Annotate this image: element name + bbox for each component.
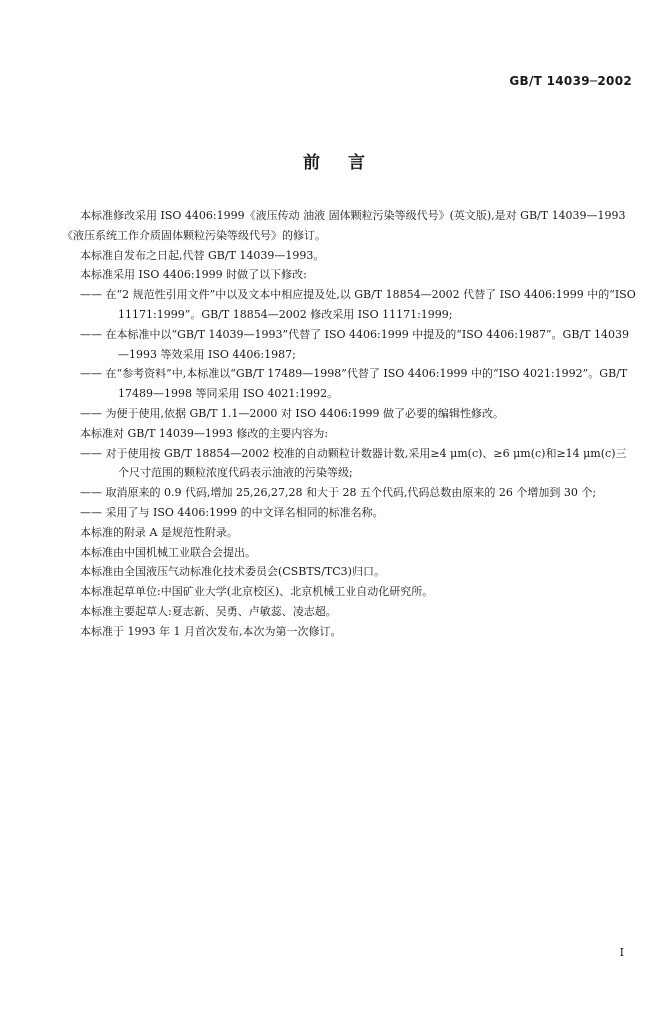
- list-item-normative-references: —— 在“2 规范性引用文件”中以及文本中相应提及处,以 GB/T 18854—2002 代替了 ISO 4406:1999 中的“ISO 11171:1999”。GB/T 18854—2002 修改采用 ISO 11171:1999;: [80, 288, 636, 321]
- page-title: 前言: [303, 153, 393, 173]
- paragraph-replaces: 本标准自发布之日起,代替 GB/T 14039—1993。: [80, 248, 325, 262]
- standard-code: GB/T 14039─2002: [509, 74, 632, 88]
- list-item-editorial: —— 为便于使用,依据 GB/T 1.1—2000 对 ISO 4406:1999 做了必要的编辑性修改。: [80, 406, 504, 420]
- list-item-standard-name: —— 采用了与 ISO 4406:1999 的中文译名相同的标准名称。: [80, 505, 384, 519]
- paragraph-history: 本标准于 1993 年 1 月首次发布,本次为第一次修订。: [80, 624, 342, 638]
- list-item-replaced-iso-4406-1987: —— 在本标准中以“GB/T 14039—1993”代替了 ISO 4406:1999 中提及的“ISO 4406:1987”。GB/T 14039—1993 等效采用 ISO 4406:1987;: [80, 327, 629, 361]
- paragraph-annex: 本标准的附录 A 是规范性附录。: [80, 525, 238, 539]
- list-item-particle-counter: —— 对于使用按 GB/T 18854—2002 校准的自动颗粒计数器计数,采用≥4 μm(c)、≥6 μm(c)和≥14 μm(c)三个尺寸范围的颗粒浓度代码表示油液的污染等级;: [80, 446, 627, 480]
- paragraph-drafters: 本标准主要起草人:夏志新、吴勇、卢敏蕊、凌志超。: [80, 604, 337, 618]
- paragraph-adoption: 本标准修改采用 ISO 4406:1999《液压传动 油液 固体颗粒污染等级代号》(英文版),是对 GB/T 14039—1993《液压系统工作介质固体颗粒污染等级代号》的修订。: [62, 209, 626, 242]
- list-item-bibliography: —— 在“参考资料”中,本标准以“GB/T 17489—1998”代替了 ISO 4406:1999 中的“ISO 4021:1992”。GB/T 17489—1998 等同采用 ISO 4021:1992。: [80, 367, 628, 401]
- foreword-body: [62, 206, 636, 642]
- page-number: I: [619, 946, 624, 959]
- paragraph-committee: 本标准由全国液压气动标准化技术委员会(CSBTS/TC3)归口。: [80, 565, 385, 579]
- paragraph-main-changes-intro: 本标准对 GB/T 14039—1993 修改的主要内容为:: [80, 426, 329, 440]
- paragraph-modifications-intro: 本标准采用 ISO 4406:1999 时做了以下修改:: [80, 268, 307, 282]
- paragraph-drafting-units: 本标准起草单位:中国矿业大学(北京校区)、北京机械工业自动化研究所。: [80, 585, 434, 599]
- list-item-code-changes: —— 取消原来的 0.9 代码,增加 25,26,27,28 和大于 28 五个代码,代码总数由原来的 26 个增加到 30 个;: [80, 486, 597, 500]
- paragraph-proposer: 本标准由中国机械工业联合会提出。: [80, 545, 256, 559]
